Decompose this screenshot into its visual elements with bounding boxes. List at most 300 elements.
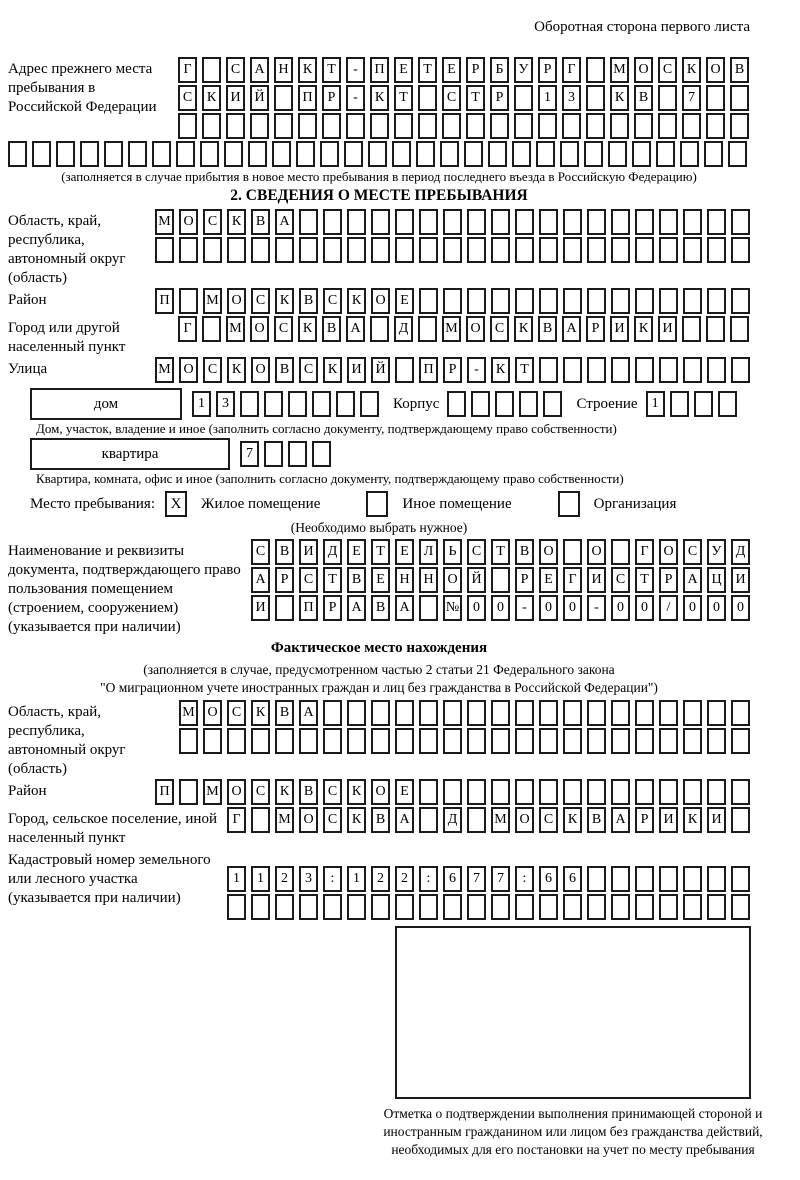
region-row-2[interactable] [155,237,750,263]
char-cell[interactable] [514,113,533,139]
actual-region-row-1[interactable] [179,700,750,726]
char-cell[interactable]: 0 [467,595,486,621]
char-cell[interactable] [539,357,558,383]
char-cell[interactable]: Е [394,57,413,83]
organization-checkbox[interactable] [558,491,580,517]
char-cell[interactable] [299,728,318,754]
char-cell[interactable] [539,779,558,805]
char-cell[interactable]: 0 [491,595,510,621]
char-cell[interactable] [611,539,630,565]
stay-option-organization-checkbox[interactable] [558,491,580,517]
char-cell[interactable] [296,141,315,167]
char-cell[interactable] [728,141,747,167]
char-cell[interactable] [706,85,725,111]
char-cell[interactable] [443,728,462,754]
char-cell[interactable] [611,209,630,235]
char-cell[interactable] [491,237,510,263]
char-cell[interactable] [707,357,726,383]
char-cell[interactable]: 1 [538,85,557,111]
char-cell[interactable] [467,288,486,314]
char-cell[interactable] [538,113,557,139]
char-cell[interactable] [634,113,653,139]
char-cell[interactable] [251,728,270,754]
char-cell[interactable] [488,141,507,167]
char-cell[interactable]: Т [466,85,485,111]
char-cell[interactable]: Р [659,567,678,593]
char-cell[interactable]: Д [443,807,462,833]
char-cell[interactable] [731,728,750,754]
char-cell[interactable]: О [299,807,318,833]
char-cell[interactable]: У [514,57,533,83]
char-cell[interactable]: В [322,316,341,342]
char-cell[interactable]: А [275,209,294,235]
char-cell[interactable]: О [659,539,678,565]
char-cell[interactable]: О [587,539,606,565]
char-cell[interactable]: А [395,807,414,833]
char-cell[interactable] [419,779,438,805]
char-cell[interactable] [611,288,630,314]
char-cell[interactable]: Р [275,567,294,593]
char-cell[interactable] [563,700,582,726]
char-cell[interactable]: Й [371,357,390,383]
char-cell[interactable]: 7 [240,441,259,467]
char-cell[interactable] [491,567,510,593]
char-cell[interactable] [264,441,283,467]
prev-address-row-2[interactable] [178,85,750,111]
char-cell[interactable]: К [514,316,533,342]
char-cell[interactable]: Е [395,288,414,314]
char-cell[interactable]: 6 [539,866,558,892]
char-cell[interactable]: 2 [275,866,294,892]
char-cell[interactable]: А [346,316,365,342]
char-cell[interactable] [443,894,462,920]
char-cell[interactable] [707,866,726,892]
prev-address-row-4[interactable] [8,141,750,167]
char-cell[interactable] [248,141,267,167]
char-cell[interactable] [395,209,414,235]
char-cell[interactable]: В [538,316,557,342]
char-cell[interactable]: О [251,357,270,383]
char-cell[interactable] [731,779,750,805]
char-cell[interactable]: Т [491,539,510,565]
street-row[interactable] [155,357,750,383]
char-cell[interactable] [299,237,318,263]
char-cell[interactable]: Р [490,85,509,111]
char-cell[interactable] [322,113,341,139]
char-cell[interactable] [443,700,462,726]
char-cell[interactable] [730,85,749,111]
char-cell[interactable] [264,391,283,417]
char-cell[interactable] [635,894,654,920]
char-cell[interactable] [683,779,702,805]
char-cell[interactable] [467,728,486,754]
char-cell[interactable] [586,113,605,139]
char-cell[interactable] [587,700,606,726]
stay-option-other-premises-checkbox[interactable] [366,491,388,517]
char-cell[interactable]: Й [467,567,486,593]
char-cell[interactable]: М [179,700,198,726]
char-cell[interactable]: : [323,866,342,892]
char-cell[interactable] [658,113,677,139]
char-cell[interactable]: М [491,807,510,833]
char-cell[interactable]: С [323,288,342,314]
char-cell[interactable] [419,700,438,726]
char-cell[interactable]: Д [323,539,342,565]
char-cell[interactable] [418,316,437,342]
char-cell[interactable]: Д [394,316,413,342]
char-cell[interactable]: - [346,85,365,111]
settlement-row[interactable] [227,807,750,833]
char-cell[interactable] [707,209,726,235]
char-cell[interactable] [491,209,510,235]
char-cell[interactable]: К [298,316,317,342]
char-cell[interactable]: / [659,595,678,621]
char-cell[interactable] [471,391,490,417]
char-cell[interactable]: О [443,567,462,593]
char-cell[interactable]: Г [178,57,197,83]
char-cell[interactable]: П [370,57,389,83]
char-cell[interactable]: 0 [731,595,750,621]
char-cell[interactable] [347,209,366,235]
char-cell[interactable]: С [226,57,245,83]
char-cell[interactable] [395,237,414,263]
char-cell[interactable]: С [539,807,558,833]
char-cell[interactable]: В [275,357,294,383]
char-cell[interactable]: К [275,288,294,314]
char-cell[interactable]: А [562,316,581,342]
char-cell[interactable]: С [178,85,197,111]
char-cell[interactable] [312,441,331,467]
char-cell[interactable] [8,141,27,167]
char-cell[interactable] [539,700,558,726]
char-cell[interactable] [659,288,678,314]
char-cell[interactable]: В [730,57,749,83]
char-cell[interactable] [587,779,606,805]
char-cell[interactable] [347,728,366,754]
char-cell[interactable] [179,728,198,754]
char-cell[interactable] [731,866,750,892]
char-cell[interactable]: 0 [683,595,702,621]
char-cell[interactable] [274,113,293,139]
char-cell[interactable] [659,894,678,920]
char-cell[interactable]: С [203,357,222,383]
char-cell[interactable]: Р [322,85,341,111]
char-cell[interactable] [539,209,558,235]
char-cell[interactable]: А [299,700,318,726]
apartment-number-row[interactable] [240,441,331,467]
char-cell[interactable]: К [347,807,366,833]
char-cell[interactable] [203,237,222,263]
char-cell[interactable] [490,113,509,139]
char-cell[interactable] [611,237,630,263]
char-cell[interactable] [519,391,538,417]
char-cell[interactable]: 0 [635,595,654,621]
char-cell[interactable]: П [419,357,438,383]
char-cell[interactable]: 0 [539,595,558,621]
char-cell[interactable] [227,894,246,920]
char-cell[interactable] [683,700,702,726]
char-cell[interactable]: С [658,57,677,83]
char-cell[interactable] [320,141,339,167]
char-cell[interactable]: В [371,595,390,621]
char-cell[interactable]: А [250,57,269,83]
ownership-document-row-1[interactable] [251,539,750,565]
char-cell[interactable]: И [299,539,318,565]
char-cell[interactable] [179,779,198,805]
char-cell[interactable] [683,209,702,235]
char-cell[interactable] [658,85,677,111]
char-cell[interactable] [683,728,702,754]
region-row-1[interactable] [155,209,750,235]
char-cell[interactable] [80,141,99,167]
char-cell[interactable]: К [275,779,294,805]
char-cell[interactable] [659,237,678,263]
char-cell[interactable] [419,894,438,920]
ownership-document-row-3[interactable] [251,595,750,621]
char-cell[interactable] [128,141,147,167]
char-cell[interactable] [371,728,390,754]
char-cell[interactable]: С [251,779,270,805]
char-cell[interactable]: 1 [347,866,366,892]
char-cell[interactable] [659,866,678,892]
char-cell[interactable]: С [611,567,630,593]
char-cell[interactable]: О [539,539,558,565]
char-cell[interactable]: П [155,288,174,314]
ownership-document-row-2[interactable] [251,567,750,593]
char-cell[interactable] [56,141,75,167]
char-cell[interactable] [610,113,629,139]
char-cell[interactable] [155,237,174,263]
char-cell[interactable] [515,894,534,920]
char-cell[interactable] [288,391,307,417]
char-cell[interactable]: Т [635,567,654,593]
char-cell[interactable]: Е [371,567,390,593]
char-cell[interactable] [312,391,331,417]
char-cell[interactable]: 1 [646,391,665,417]
char-cell[interactable] [227,237,246,263]
char-cell[interactable] [539,728,558,754]
char-cell[interactable] [419,237,438,263]
char-cell[interactable] [32,141,51,167]
char-cell[interactable] [659,728,678,754]
char-cell[interactable] [371,237,390,263]
char-cell[interactable]: Й [250,85,269,111]
char-cell[interactable] [707,728,726,754]
char-cell[interactable] [707,779,726,805]
char-cell[interactable] [419,209,438,235]
char-cell[interactable]: Б [490,57,509,83]
char-cell[interactable] [563,539,582,565]
char-cell[interactable]: С [299,567,318,593]
char-cell[interactable] [562,113,581,139]
char-cell[interactable] [635,728,654,754]
char-cell[interactable] [659,779,678,805]
char-cell[interactable] [536,141,555,167]
char-cell[interactable]: С [490,316,509,342]
char-cell[interactable]: К [634,316,653,342]
char-cell[interactable] [707,237,726,263]
char-cell[interactable]: К [683,807,702,833]
char-cell[interactable] [563,894,582,920]
char-cell[interactable]: Р [586,316,605,342]
char-cell[interactable] [203,728,222,754]
char-cell[interactable] [683,866,702,892]
char-cell[interactable] [587,209,606,235]
char-cell[interactable] [371,700,390,726]
char-cell[interactable]: 1 [227,866,246,892]
char-cell[interactable]: А [251,567,270,593]
char-cell[interactable] [178,113,197,139]
char-cell[interactable] [563,728,582,754]
char-cell[interactable] [706,316,725,342]
char-cell[interactable] [563,779,582,805]
char-cell[interactable]: Н [419,567,438,593]
char-cell[interactable] [200,141,219,167]
char-cell[interactable] [611,700,630,726]
char-cell[interactable]: У [707,539,726,565]
char-cell[interactable] [395,700,414,726]
char-cell[interactable]: В [299,288,318,314]
char-cell[interactable] [515,288,534,314]
char-cell[interactable] [659,700,678,726]
char-cell[interactable] [370,113,389,139]
char-cell[interactable] [635,357,654,383]
char-cell[interactable]: О [179,357,198,383]
prev-address-row-1[interactable] [178,57,750,83]
char-cell[interactable]: К [491,357,510,383]
char-cell[interactable] [539,237,558,263]
char-cell[interactable] [683,288,702,314]
char-cell[interactable] [670,391,689,417]
char-cell[interactable]: Г [563,567,582,593]
char-cell[interactable]: К [347,779,366,805]
char-cell[interactable] [443,288,462,314]
other-premises-checkbox[interactable] [366,491,388,517]
char-cell[interactable] [586,57,605,83]
char-cell[interactable] [360,391,379,417]
char-cell[interactable] [442,113,461,139]
char-cell[interactable]: Р [515,567,534,593]
char-cell[interactable]: А [347,595,366,621]
char-cell[interactable] [275,894,294,920]
char-cell[interactable] [419,595,438,621]
char-cell[interactable]: Г [635,539,654,565]
char-cell[interactable]: К [227,209,246,235]
char-cell[interactable]: О [371,779,390,805]
char-cell[interactable]: М [203,779,222,805]
char-cell[interactable]: В [251,209,270,235]
char-cell[interactable]: Р [323,595,342,621]
char-cell[interactable]: Р [538,57,557,83]
char-cell[interactable]: 0 [611,595,630,621]
char-cell[interactable] [275,728,294,754]
char-cell[interactable] [539,288,558,314]
char-cell[interactable] [466,113,485,139]
char-cell[interactable]: 7 [682,85,701,111]
char-cell[interactable]: К [563,807,582,833]
char-cell[interactable]: Ь [443,539,462,565]
char-cell[interactable]: Е [539,567,558,593]
char-cell[interactable] [611,728,630,754]
char-cell[interactable]: Т [323,567,342,593]
char-cell[interactable]: К [202,85,221,111]
char-cell[interactable] [632,141,651,167]
char-cell[interactable]: И [610,316,629,342]
char-cell[interactable] [731,288,750,314]
char-cell[interactable]: С [227,700,246,726]
char-cell[interactable] [635,288,654,314]
char-cell[interactable] [683,237,702,263]
char-cell[interactable] [467,894,486,920]
char-cell[interactable] [272,141,291,167]
char-cell[interactable]: В [299,779,318,805]
char-cell[interactable] [635,779,654,805]
char-cell[interactable] [447,391,466,417]
char-cell[interactable]: 3 [299,866,318,892]
char-cell[interactable] [323,209,342,235]
char-cell[interactable]: Н [274,57,293,83]
char-cell[interactable]: № [443,595,462,621]
char-cell[interactable] [202,316,221,342]
char-cell[interactable]: Р [443,357,462,383]
char-cell[interactable]: Г [562,57,581,83]
char-cell[interactable] [323,700,342,726]
actual-district-row[interactable] [155,779,750,805]
char-cell[interactable] [586,85,605,111]
char-cell[interactable]: 1 [192,391,211,417]
char-cell[interactable] [659,209,678,235]
char-cell[interactable] [370,316,389,342]
char-cell[interactable]: О [227,288,246,314]
char-cell[interactable]: Р [635,807,654,833]
char-cell[interactable] [467,209,486,235]
char-cell[interactable]: С [274,316,293,342]
char-cell[interactable]: 2 [371,866,390,892]
char-cell[interactable] [179,288,198,314]
char-cell[interactable] [443,779,462,805]
char-cell[interactable] [539,894,558,920]
char-cell[interactable] [635,237,654,263]
char-cell[interactable] [707,288,726,314]
char-cell[interactable]: И [707,807,726,833]
char-cell[interactable] [611,779,630,805]
char-cell[interactable]: К [298,57,317,83]
char-cell[interactable] [251,807,270,833]
char-cell[interactable] [491,779,510,805]
char-cell[interactable] [731,807,750,833]
char-cell[interactable] [515,237,534,263]
char-cell[interactable]: И [731,567,750,593]
char-cell[interactable] [395,894,414,920]
char-cell[interactable]: О [250,316,269,342]
char-cell[interactable] [656,141,675,167]
char-cell[interactable] [298,113,317,139]
char-cell[interactable]: Т [515,357,534,383]
char-cell[interactable]: 2 [395,866,414,892]
char-cell[interactable] [731,357,750,383]
char-cell[interactable]: Е [442,57,461,83]
char-cell[interactable]: Н [395,567,414,593]
char-cell[interactable] [584,141,603,167]
char-cell[interactable]: М [226,316,245,342]
char-cell[interactable]: В [275,539,294,565]
char-cell[interactable]: Р [466,57,485,83]
char-cell[interactable] [467,779,486,805]
char-cell[interactable] [563,237,582,263]
char-cell[interactable] [418,113,437,139]
char-cell[interactable]: М [442,316,461,342]
char-cell[interactable] [707,700,726,726]
